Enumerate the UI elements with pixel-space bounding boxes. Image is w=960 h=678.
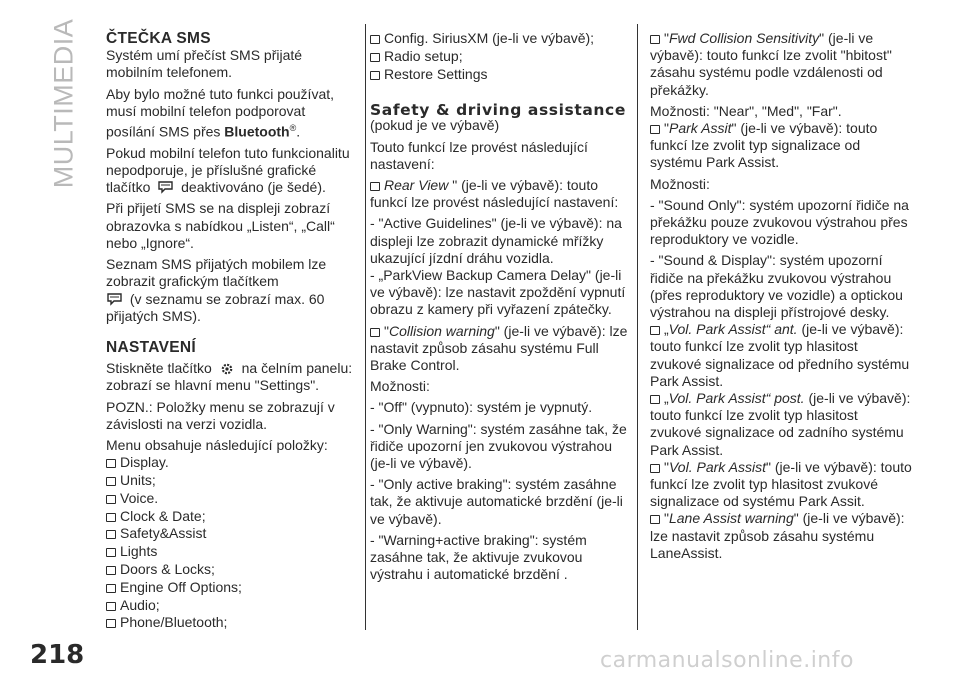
section-side-tab — [44, 18, 84, 188]
term: Lane Assist warning — [668, 510, 794, 527]
column-divider — [365, 24, 366, 630]
menu-list-item-label: Units; — [120, 471, 156, 488]
bullet-box-icon — [370, 182, 380, 191]
settings-gear-icon — [219, 361, 235, 377]
text: " (je-li ve výbavě): touto funkcí lze provést následující nastavení: — [370, 177, 619, 211]
bullet-box-icon — [650, 515, 660, 524]
paragraph: Menu obsahuje následující položky: — [106, 436, 328, 453]
park-assist-entry — [650, 120, 912, 172]
text: " — [664, 458, 669, 475]
settings-menu-list-continued — [370, 30, 632, 83]
menu-list-item-label: Radio setup; — [384, 47, 463, 64]
text: (je-li ve výbavě): touto funkcí lze zvolit typ hlasitost zvukové signalizace od zadního systému Park Assist. — [650, 390, 911, 458]
menu-list-item — [106, 454, 358, 472]
menu-list-item — [106, 508, 358, 526]
menu-list-item-label: Engine Off Options; — [120, 578, 242, 595]
heading-settings: NASTAVENÍ — [106, 338, 196, 356]
menu-list-item-label: Config. SiriusXM (je-li ve výbavě); — [384, 30, 595, 46]
bullet-box-icon — [106, 459, 116, 468]
menu-list-item — [370, 48, 632, 66]
text: na čelním panelu: zobrazí se hlavní menu "Settings". — [106, 360, 353, 394]
menu-list-item — [106, 472, 358, 490]
text: Aby bylo možné tuto funkci používat, musí mobilní telefon podporovat posílání SMS přes — [106, 85, 335, 140]
bullet-box-icon — [106, 566, 116, 575]
text: " — [664, 120, 669, 137]
text: " (je-li ve výbavě): touto funkcí lze zvolit "hbitost" zásahu systému podle vzdálenosti od překážky. — [650, 30, 892, 98]
sms-list-icon — [106, 291, 123, 308]
paragraph: - "Only Warning": systém zasáhne tak, že řidiče upozorní jen zvukovou výstrahou (je-li ve výbavě). — [370, 420, 627, 472]
text: Stiskněte tlačítko — [106, 360, 212, 377]
column-2 — [370, 30, 632, 587]
text: " (je-li ve výbavě): touto funkcí lze zvolit typ signalizace od systému Park Assist. — [650, 120, 878, 171]
settings-menu-list — [106, 454, 358, 632]
menu-list-item-label: Voice. — [120, 489, 159, 506]
menu-list-item — [370, 30, 632, 48]
watermark: carmanualsonline.info — [600, 648, 854, 673]
bullet-box-icon — [370, 71, 380, 80]
menu-list-item-label: Restore Settings — [384, 65, 488, 82]
heading-note: (pokud je ve výbavě) — [370, 117, 500, 134]
paragraph: Systém umí přečíst SMS přijaté mobilním telefonem. — [106, 47, 303, 81]
bullet-box-icon — [370, 53, 380, 62]
text: " — [384, 322, 389, 339]
paragraph: Touto funkcí lze provést následující nastavení: — [370, 138, 588, 172]
vol-park-assist-front-entry — [650, 321, 912, 390]
bullet-box-icon — [650, 326, 660, 335]
section-side-tab-label: MULTIMEDIA — [48, 18, 79, 188]
term: Vol. Park Assist — [668, 458, 766, 475]
menu-list-item — [106, 597, 358, 615]
paragraph — [106, 360, 358, 394]
paragraph: Možnosti: — [370, 378, 430, 395]
bullet-box-icon — [106, 619, 116, 628]
term: Vol. Park Assist“ post. — [668, 390, 805, 407]
vol-park-assist-rear-entry — [650, 390, 912, 459]
paragraph: Možnosti: "Near", "Med", "Far". — [650, 102, 842, 119]
text: (v seznamu se zobrazí max. 60 přijatých SMS). — [106, 290, 325, 324]
menu-list-item-label: Doors & Locks; — [120, 560, 215, 577]
paragraph — [106, 256, 358, 325]
paragraph: - "Warning+active braking": systém zasáhne tak, že aktivuje zvukovou výstrahu i automatické brzdění . — [370, 531, 587, 583]
menu-list-item — [106, 543, 358, 561]
bullet-box-icon — [106, 513, 116, 522]
column-divider — [637, 24, 638, 630]
menu-list-item — [106, 490, 358, 508]
term: Vol. Park Assist“ ant. — [668, 321, 798, 338]
column-1 — [106, 30, 358, 632]
text: . — [296, 123, 301, 140]
bullet-box-icon — [106, 495, 116, 504]
paragraph: POZN.: Položky menu se zobrazují v závislosti na verzi vozidla. — [106, 398, 335, 432]
paragraph: Možnosti: — [650, 175, 710, 192]
bullet-box-icon — [106, 584, 116, 593]
text: " (je-li ve výbavě): lze nastavit způsob zásahu systému LaneAssist. — [650, 510, 905, 561]
bullet-box-icon — [650, 35, 660, 44]
menu-list-item-label: Clock & Date; — [120, 507, 206, 524]
paragraph — [106, 86, 358, 141]
bluetooth-brand: Bluetooth — [224, 123, 290, 140]
fwd-collision-sensitivity-entry — [650, 30, 912, 99]
text: „ — [664, 321, 669, 338]
menu-list-item — [106, 579, 358, 597]
bullet-box-icon — [370, 328, 380, 337]
menu-list-item — [370, 66, 632, 84]
rear-view-entry — [370, 177, 632, 211]
menu-list-item-label: Phone/Bluetooth; — [120, 614, 228, 631]
text: " — [664, 510, 669, 527]
term: Fwd Collision Sensitivity — [668, 30, 820, 46]
text: „ — [664, 390, 669, 407]
page-number: 218 — [30, 640, 85, 670]
menu-list-item — [106, 614, 358, 632]
paragraph: Při přijetí SMS se na displeji zobrazí obrazovka s nabídkou „Listen“, „Call“ nebo „Ignore“. — [106, 200, 335, 251]
text: " (je-li ve výbavě): lze nastavit způsob zásahu systému Full Brake Control. — [370, 322, 628, 374]
registered-mark: ® — [289, 123, 297, 134]
paragraph: - "Sound Only": systém upozorní řidiče na překážku pouze zvukovou výstrahou přes reproduktory ve vozidle. — [650, 196, 909, 248]
lane-assist-warning-entry — [650, 510, 912, 562]
menu-list-item-label: Safety&Assist — [120, 525, 207, 542]
menu-list-item — [106, 525, 358, 543]
bullet-box-icon — [106, 602, 116, 611]
term: Park Assit — [668, 120, 732, 137]
term: Rear View — [384, 177, 449, 193]
bullet-box-icon — [370, 35, 380, 44]
bullet-box-icon — [106, 477, 116, 486]
paragraph: - "Off" (vypnuto): systém je vypnutý. — [370, 399, 593, 416]
collision-warning-entry — [370, 323, 632, 375]
text: " — [664, 30, 669, 46]
bullet-box-icon — [650, 125, 660, 134]
heading-safety-driving-assistance: Safety & driving assistance — [370, 101, 626, 120]
paragraph: - "Only active braking": systém zasáhne tak, že aktivuje automatické brzdění (je-li ve výbavě). — [370, 476, 623, 527]
paragraph — [106, 145, 358, 197]
term: Collision warning — [388, 322, 495, 339]
menu-list-item-label: Lights — [120, 543, 158, 560]
text: Seznam SMS přijatých mobilem lze zobrazit grafickým tlačítkem — [106, 256, 327, 290]
bullet-box-icon — [106, 548, 116, 557]
column-3 — [650, 30, 912, 566]
text: (je-li ve výbavě): touto funkcí lze zvolit typ hlasitost zvukové signalizace od předního systému Park Assist. — [650, 321, 910, 389]
menu-list-item-label: Audio; — [120, 596, 160, 613]
bullet-box-icon — [650, 395, 660, 404]
sms-reply-icon — [157, 179, 174, 196]
menu-list-item — [106, 561, 358, 579]
bullet-box-icon — [650, 464, 660, 473]
paragraph: - „ParkView Backup Camera Delay" (je-li ve výbavě): lze nastavit zpoždění vypnutí obrazu z kamery při vyřazení zpátečky. — [370, 267, 626, 318]
heading-sms-reader: ČTEČKA SMS — [106, 30, 211, 47]
vol-park-assist-entry — [650, 459, 912, 511]
paragraph: - "Sound & Display": systém upozorní řidiče na překážku zvukovou výstrahou (přes reproduktory ve vozidle) a optickou výstrahou na displeji přístrojové desky. — [650, 252, 903, 321]
paragraph: - "Active Guidelines" (je-li ve výbavě): na displeji lze zobrazit dynamické mřížky ukazující jízdní dráhu vozidla. — [370, 215, 622, 266]
menu-list-item-label: Display. — [120, 454, 169, 471]
text: " (je-li ve výbavě): touto funkcí lze zvolit typ hlasitost zvukové signalizace od systému Park Assit. — [650, 458, 912, 510]
text: Pokud mobilní telefon tuto funkcionalitu nepodporuje, je příslušné grafické tlačítko — [106, 144, 350, 196]
bullet-box-icon — [106, 530, 116, 539]
text: deaktivováno (je šedé). — [181, 179, 326, 196]
